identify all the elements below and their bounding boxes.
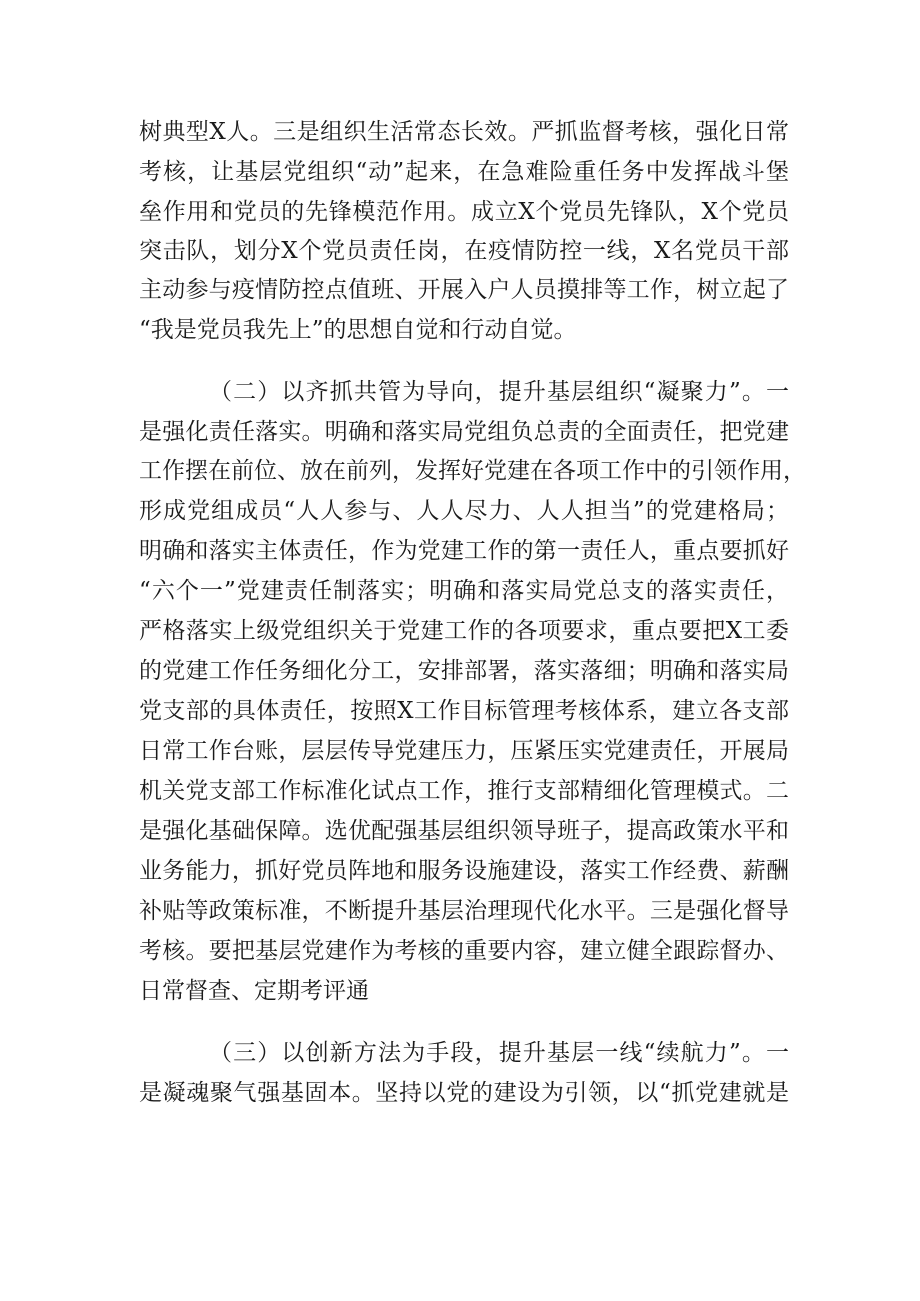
text-line: 工作摆在前位、放在前列，发挥好党建在各项工作中的引领作用， [139,458,806,484]
text-line: 党支部的具体责任，按照X工作目标管理考核体系，建立各支部 [139,698,789,724]
text-line: 是凝魂聚气强基固本。坚持以党的建设为引领，以“抓党建就是 [139,1080,789,1106]
text-line: 是强化基础保障。选优配强基层组织领导班子，提高政策水平和 [139,818,789,844]
text-line: 业务能力，抓好党员阵地和服务设施建设，落实工作经费、薪酬 [139,858,789,884]
text-line: 树典型X人。三是组织生活常态长效。严抓监督考核，强化日常 [139,119,789,145]
section-heading-line: （三）以创新方法为手段，提升基层一线“续航力”。一 [209,1040,789,1066]
text-line: 的党建工作任务细化分工，安排部署，落实落细；明确和落实局 [139,658,789,684]
text-line: 是强化责任落实。明确和落实局党组负总责的全面责任，把党建 [139,419,789,445]
text-line: 形成党组成员“人人参与、人人尽力、人人担当”的党建格局； [139,498,789,524]
text-line: “六个一”党建责任制落实；明确和落实局党总支的落实责任， [139,578,789,604]
text-line: 主动参与疫情防控点值班、开展入户人员摸排等工作，树立起了 [139,277,789,303]
text-line: 严格落实上级党组织关于党建工作的各项要求，重点要把X工委 [139,618,789,644]
section-heading-line: （二）以齐抓共管为导向，提升基层组织“凝聚力”。一 [209,379,789,405]
text-line: “我是党员我先上”的思想自觉和行动自觉。 [139,317,577,343]
text-line: 突击队，划分X个党员责任岗，在疫情防控一线，X名党员干部 [139,238,789,264]
text-line: 明确和落实主体责任，作为党建工作的第一责任人，重点要抓好 [139,538,789,564]
text-line: 机关党支部工作标准化试点工作，推行支部精细化管理模式。二 [139,778,789,804]
text-line: 补贴等政策标准，不断提升基层治理现代化水平。三是强化督导 [139,898,789,924]
text-line: 考核。要把基层党建作为考核的重要内容，建立健全跟踪督办、 [139,938,789,964]
text-line: 垒作用和党员的先锋模范作用。成立X个党员先锋队，X个党员 [139,199,789,225]
text-line: 日常督查、定期考评通 [139,978,369,1004]
text-line: 考核，让基层党组织“动”起来，在急难险重任务中发挥战斗堡 [139,159,789,185]
text-line: 日常工作台账，层层传导党建压力，压紧压实党建责任，开展局 [139,738,789,764]
